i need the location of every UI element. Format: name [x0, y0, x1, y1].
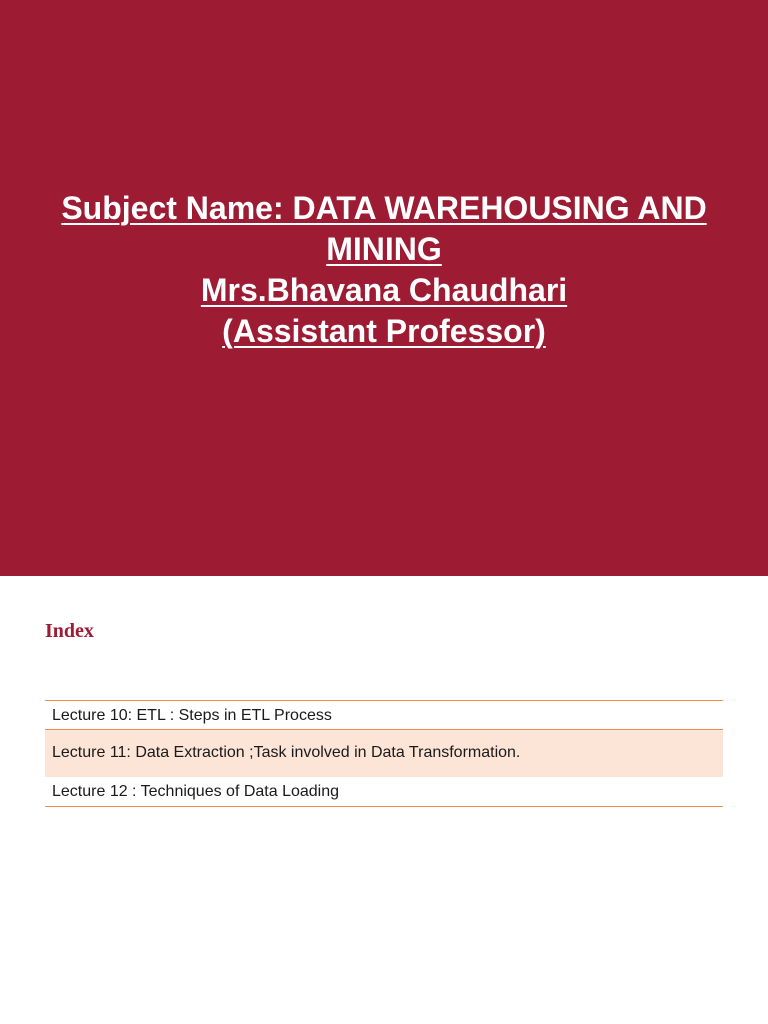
index-table: [45, 700, 723, 807]
professor-name: Mrs.Bhavana Chaudhari: [200, 272, 568, 308]
index-heading: Index: [45, 620, 94, 642]
title-block: [20, 188, 748, 352]
index-row-lecture-11: Lecture 11: Data Extraction ;Task involved in Data Transformation.: [45, 730, 723, 777]
professor-designation: (Assistant Professor): [222, 313, 546, 349]
index-row-lecture-12: Lecture 12 : Techniques of Data Loading: [52, 783, 340, 800]
subject-name-heading: Subject Name: DATA WAREHOUSING AND MINING: [61, 190, 707, 267]
index-slide: [0, 576, 768, 1024]
index-row-lecture-10: Lecture 10: ETL : Steps in ETL Process: [45, 701, 723, 730]
